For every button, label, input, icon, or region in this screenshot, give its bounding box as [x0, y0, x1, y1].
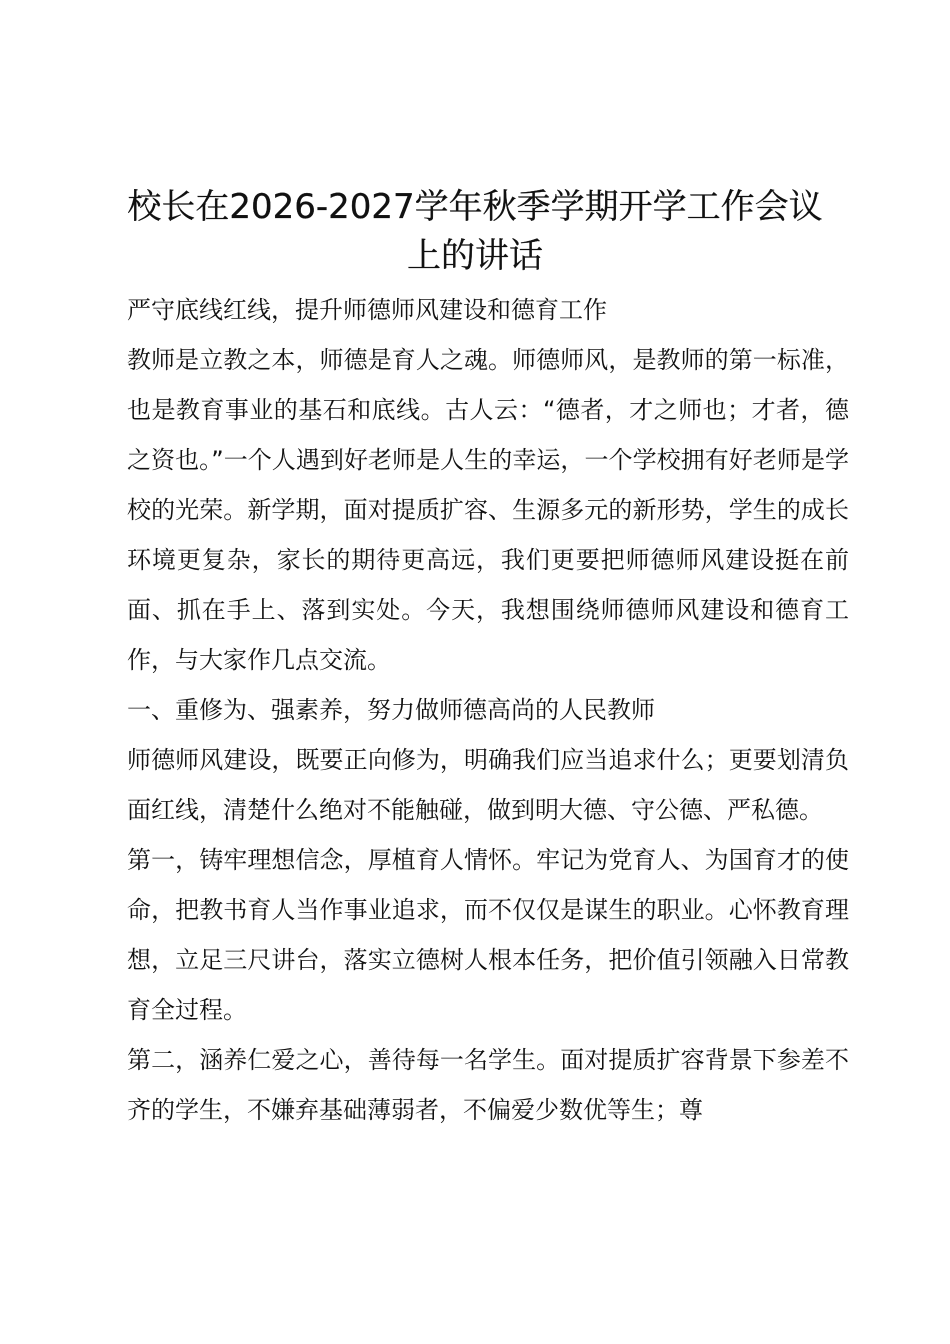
body-paragraph: 教师是立教之本，师德是育人之魂。师德师风，是教师的第一标准，也是教育事业的基石和底线。古人云：“德者，才之师也；才者，德之资也。”一个人遇到好老师是人生的幸运，一个学校拥有好老师是学校的光荣。新学期，面对提质扩容、生源多元的新形势，学生的成长环境更复杂，家长的期待更高远，我们更要把师德师风建设挺在前面、抓在手上、落到实处。今天，我想围绕师德师风建设和德育工作，与大家作几点交流。 [127, 346, 849, 674]
section-heading: 一、重修为、强素养，努力做师德高尚的人民教师 [127, 696, 655, 724]
body-paragraph: 师德师风建设，既要正向修为，明确我们应当追求什么；更要划清负面红线，清楚什么绝对不能触碰，做到明大德、守公德、严私德。 [127, 746, 849, 824]
section-heading: 严守底线红线，提升师德师风建设和德育工作 [127, 296, 607, 324]
document-title: 校长在2026-2027学年秋季学期开学工作会议上的讲话 [127, 187, 823, 276]
body-paragraph: 第二，涵养仁爱之心，善待每一名学生。面对提质扩容背景下参差不齐的学生，不嫌弃基础薄弱者，不偏爱少数优等生；尊 [127, 1046, 849, 1124]
document-body [127, 285, 849, 1135]
body-paragraph: 第一，铸牢理想信念，厚植育人情怀。牢记为党育人、为国育才的使命，把教书育人当作事业追求，而不仅仅是谋生的职业。心怀教育理想，立足三尺讲台，落实立德树人根本任务，把价值引领融入日常教育全过程。 [127, 846, 849, 1024]
